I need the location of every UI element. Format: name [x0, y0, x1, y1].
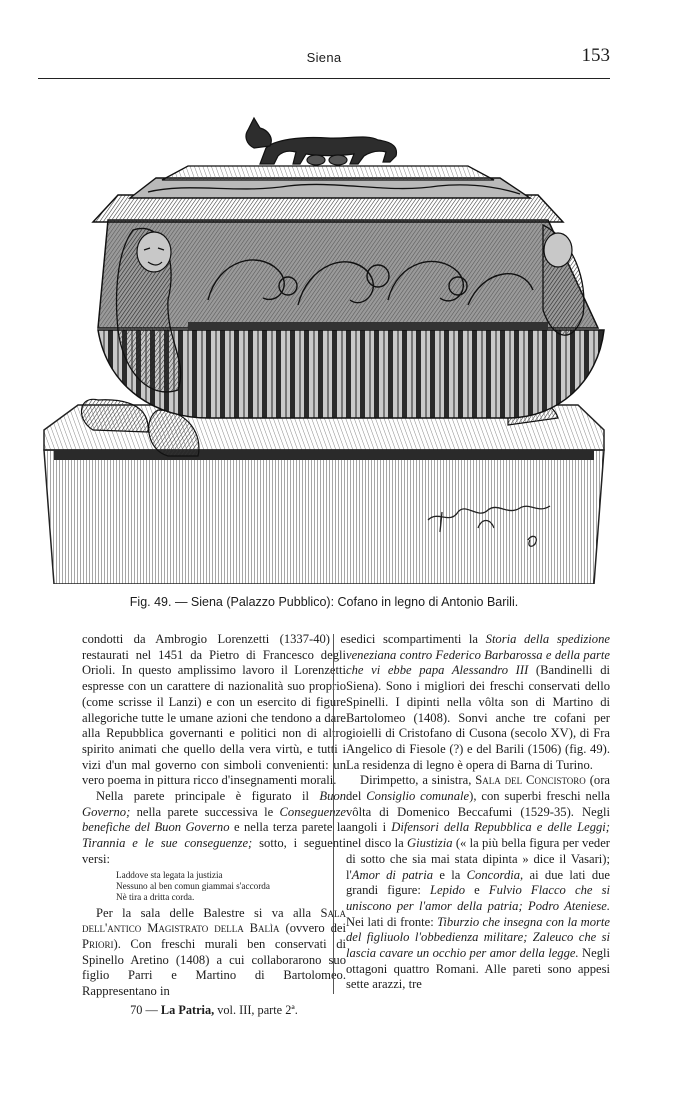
running-title: Siena [306, 50, 342, 65]
paragraph-concistoro: Dirimpetto, a sinistra, Sala del Concistoro (ora del Consiglio comunale), con superbi freschi nella vôlta di Domenico Beccafumi (1529-35). Negli angoli i Difensori della Repubblica e delle Leggi; nel disco la Giustizia (« la più bella figura per veder di sotto che sia mai stata dipinta » dice il Vasari); l'Amor di patria e la Concordia, ai due lati due grandi figure: Lepido e Fulvio Flacco che si uniscono per l'amor della patria; Podro Ateniese. Nei lati di fronte: Tiburzio che insegna con la morte del figliuolo l'obbedienza militare; Zaleuco che si lascia cavare un occhio per amor della legge. Negli ottagoni quattro Romani. Alle pareti sono appesi sette arazzi, tre [346, 773, 611, 992]
paragraph-buon-governo: Nella parete principale è figurato il Buon Governo; nella parete successiva le Conseguenze benefiche del Buon Governo e nella terza parete la Tirannia e le sue conseguenze; sotto, i seguenti versi: [82, 789, 346, 866]
engraving-figure [38, 100, 610, 584]
verse-line: Nè tira a dritta corda. [116, 891, 195, 902]
printer-signature: 70 — La Patria, vol. III, parte 2ª. [130, 1003, 298, 1017]
left-text-column [82, 632, 346, 1000]
verse-line: Laddove sta legata la justizia [116, 869, 223, 880]
verse-line: Nessuno al ben comun giammai s'accorda [116, 880, 270, 891]
page-number: 153 [581, 45, 610, 66]
figure-caption: Fig. 49. — Siena (Palazzo Pubblico): Cofano in legno di Antonio Barili. [129, 595, 519, 609]
column-divider [333, 634, 334, 994]
right-text-column [346, 632, 610, 993]
paragraph-sala-balia: Per la sala delle Balestre si va alla Sala dell'antico Magistrato della Balìa (ovvero dei Priori). Con freschi murali ben conservati di Spinello Aretino (1408) a cui collaborarono suo figlio Parri e Martino di Bartolomeo. Rappresentano in [82, 905, 347, 999]
wooden-chest-engraving [38, 100, 610, 584]
running-head [38, 44, 610, 79]
paragraph-frescoes: condotti da Ambrogio Lorenzetti (1337-40) e restaurati nel 1451 da Pietro di Francesco degli Orioli. In questo amplissimo lavoro il Lorenzetti espresse con un carattere di nazionalità suo proprio (come scrisse il Lanzi) e con un esercito di figure allegoriche tutte le umane azioni che tendono a dare alla Repubblica governanti e politici non di altro spirito animati che quello della vera virtù, e tutti i vizi d'un mal governo con simboli convenienti: un vero poema in pittura ricco d'insegnamenti morali. [82, 632, 346, 788]
verse-quotation [116, 870, 346, 903]
paragraph-spinello: sedici scompartimenti la Storia della spedizione veneziana contro Federico Barbarossa e della parte che vi ebbe papa Alessandro III (Bandinelli di Siena). Sono i migliori dei freschi conservati dello Spinelli. I dipinti nella vôlta son di Martino di Bartolomeo (1408). Sonvi anche tre cofani per gioielli di Cristofano di Cusona (secolo XV), di Fra Angelico di Fiesole (?) e del Barili (1506) (fig. 49). La residenza di legno è opera di Barna di Turino. [346, 632, 610, 772]
